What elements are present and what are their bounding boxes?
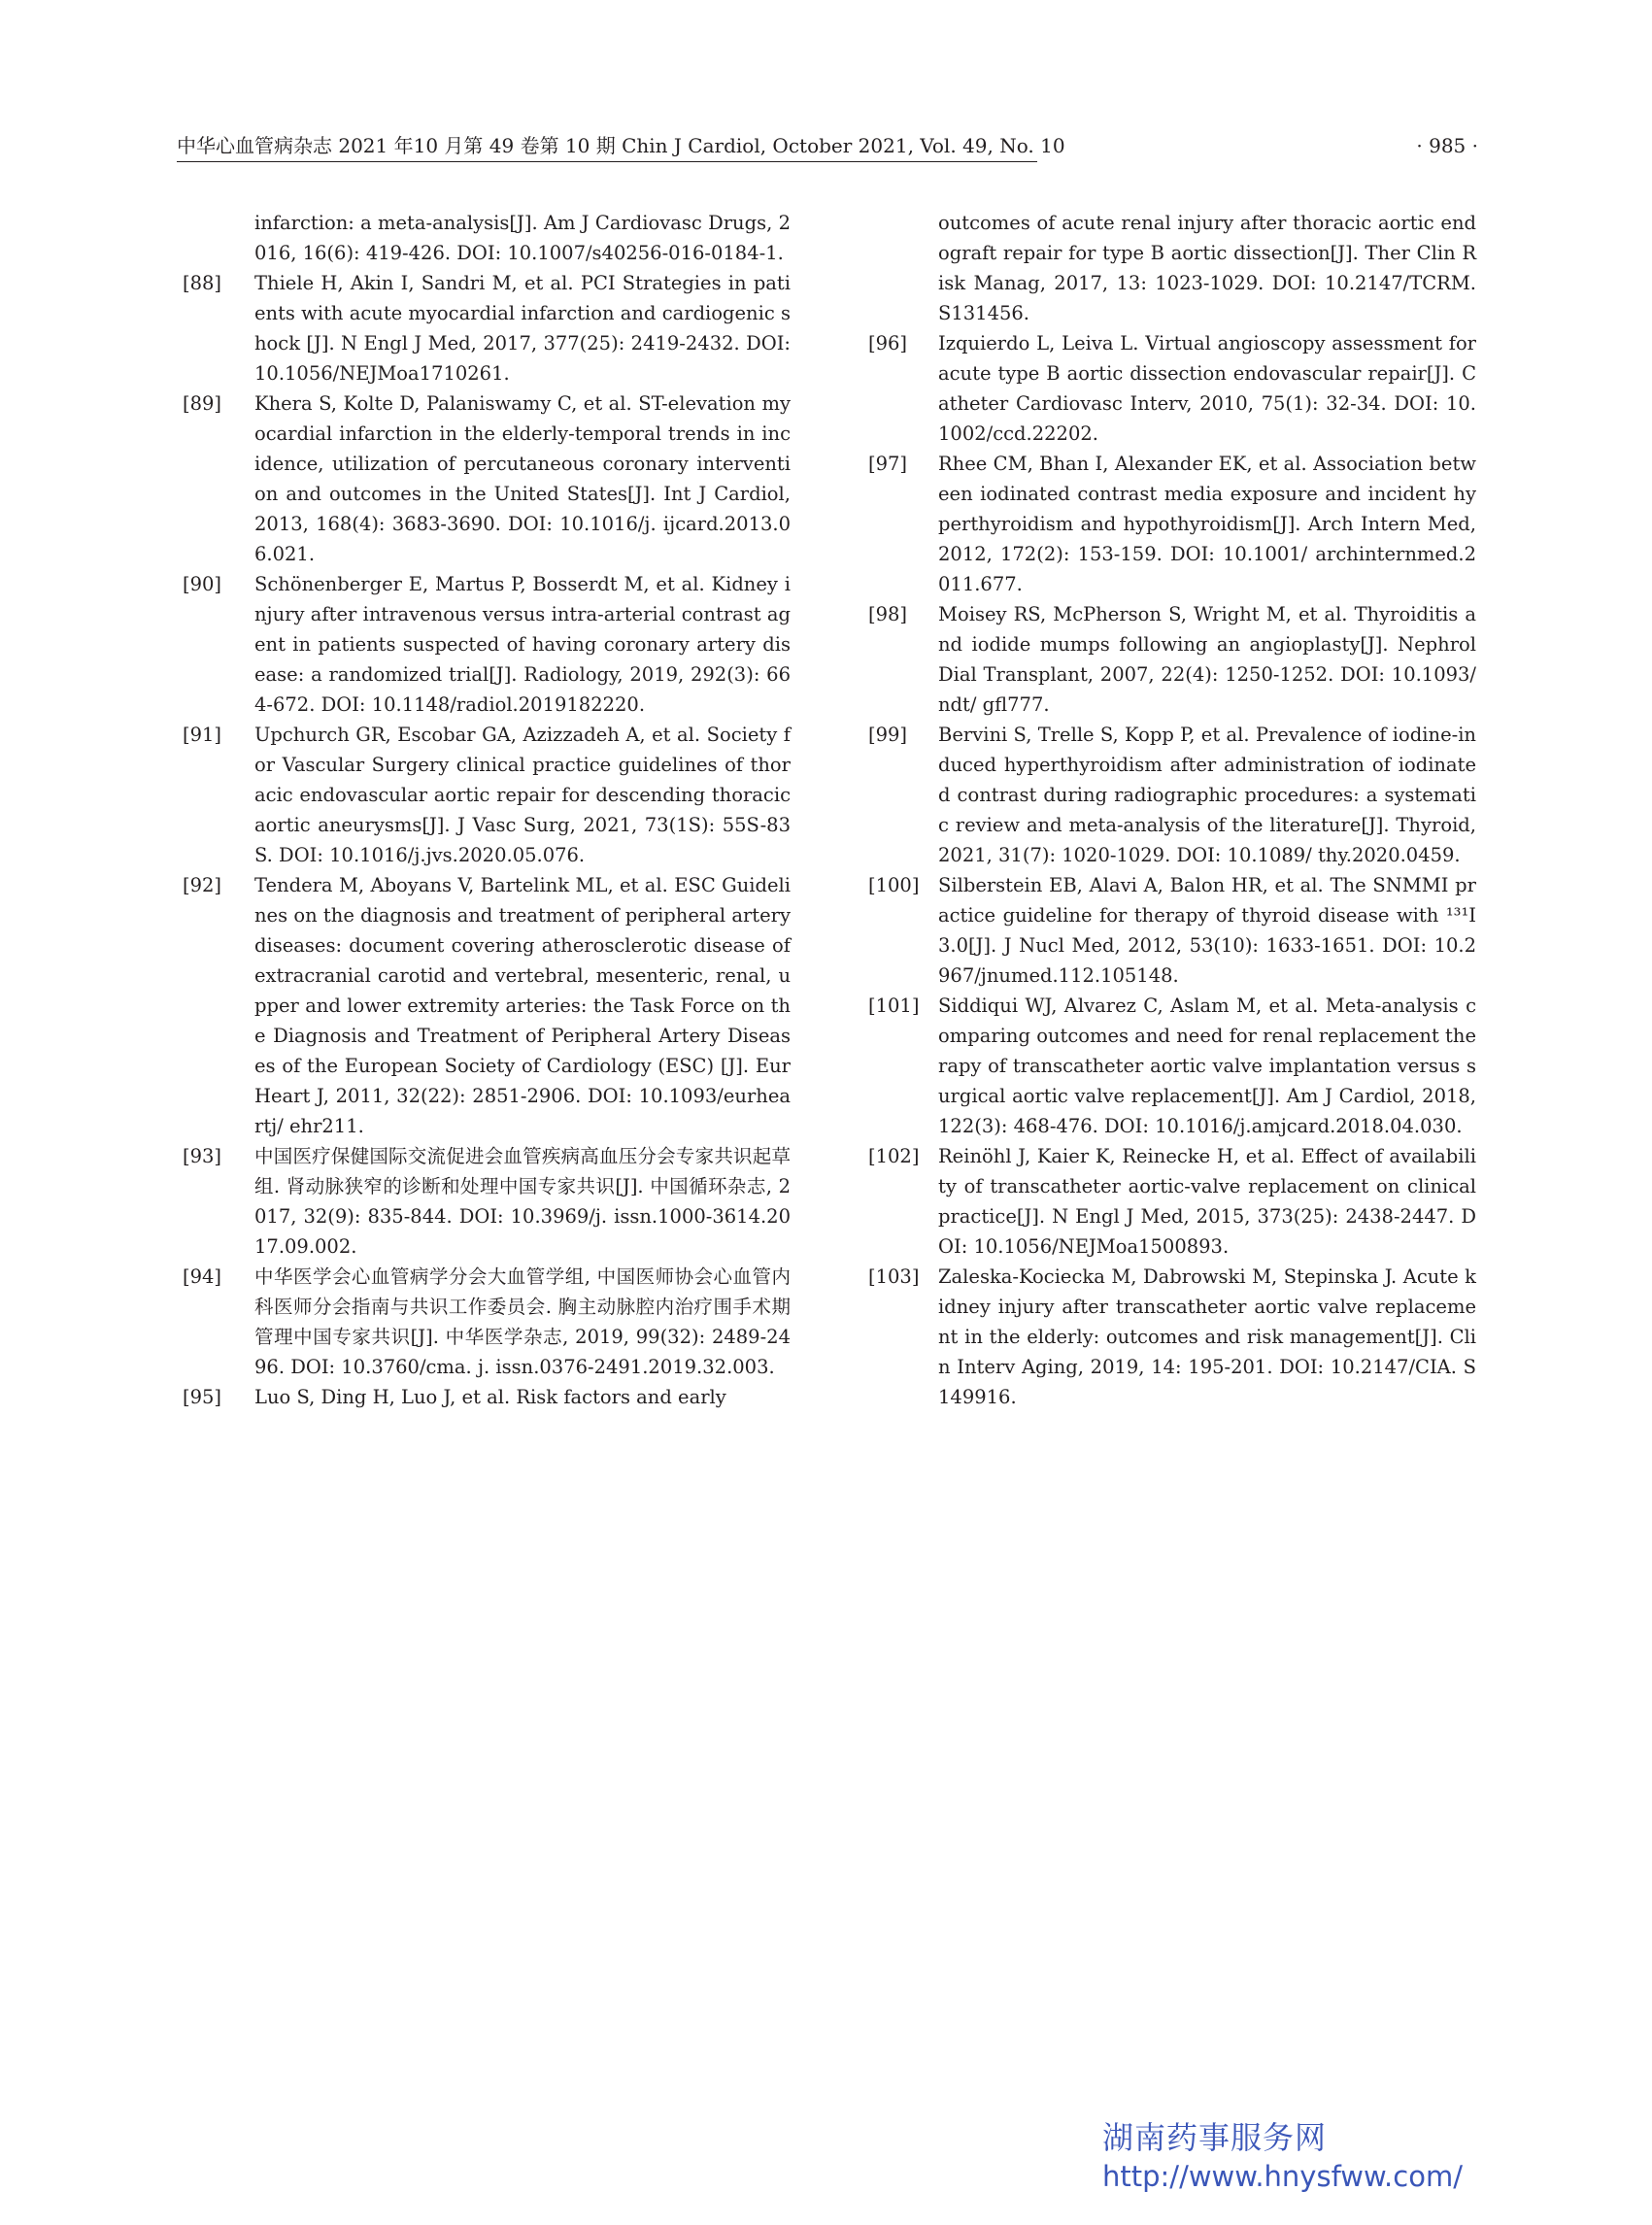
reference-item (177, 1141, 791, 1262)
header-rule (177, 161, 1037, 162)
reference-number: [97] (868, 453, 908, 475)
reference-item (860, 870, 1476, 991)
reference-number: [93] (183, 1145, 222, 1167)
reference-column-right (860, 208, 1476, 1412)
journal-citation-line: 中华心血管病杂志 2021 年10 月第 49 卷第 10 期 Chin J Cardiol, October 2021, Vol. 49, No. 10 (177, 134, 1065, 157)
reference-text: Moisey RS, McPherson S, Wright M, et al. Thyroiditis and iodide mumps following an angioplasty[J]. Nephrol Dial Transplant, 2007, 22(4): 1250-1252. DOI: 10.1093/ndt/ gfl777. (938, 603, 1476, 716)
reference-number: [94] (183, 1265, 222, 1288)
reference-item (860, 599, 1476, 720)
reference-number: [88] (183, 272, 222, 294)
reference-number: [92] (183, 874, 222, 896)
reference-item (177, 208, 791, 268)
reference-text: 中华医学会心血管病学分会大血管学组, 中国医师协会心血管内科医师分会指南与共识工作委员会. 胸主动脉腔内治疗围手术期管理中国专家共识[J]. 中华医学杂志, 2019, 99(32): 2489-2496. DOI: 10.3760/cma. j. issn.0376-2491.2019.32.003. (254, 1265, 791, 1378)
reference-text: Tendera M, Aboyans V, Bartelink ML, et al. ESC Guidelines on the diagnosis and treatment of peripheral artery diseases: document covering atherosclerotic disease of extracranial carotid and vertebral, mesenteric, renal, upper and lower extremity arteries: the Task Force on the Diagnosis and Treatment of Peripheral Artery Diseases of the European Society of Cardiology (ESC) [J]. Eur Heart J, 2011, 32(22): 2851-2906. DOI: 10.1093/eurheartj/ ehr211. (254, 874, 791, 1137)
reference-text: Rhee CM, Bhan I, Alexander EK, et al. Association between iodinated contrast media exposure and incident hyperthyroidism and hypothyroidism[J]. Arch Intern Med, 2012, 172(2): 153-159. DOI: 10.1001/ archinternmed.2011.677. (938, 453, 1476, 595)
reference-text: Schönenberger E, Martus P, Bosserdt M, et al. Kidney injury after intravenous versus intra-arterial contrast agent in patients suspected of having coronary artery disease: a randomized trial[J]. Radiology, 2019, 292(3): 664-672. DOI: 10.1148/radiol.2019182220. (254, 573, 791, 716)
reference-item (177, 268, 791, 388)
watermark-site-name: 湖南药事服务网 (1102, 2119, 1328, 2156)
reference-item (860, 1262, 1476, 1412)
reference-item (860, 328, 1476, 449)
reference-number: [91] (183, 724, 222, 746)
site-watermark (1102, 2117, 1471, 2195)
reference-number: [89] (183, 392, 222, 415)
reference-number: [96] (868, 332, 908, 354)
reference-text: Silberstein EB, Alavi A, Balon HR, et al. The SNMMI practice guideline for therapy of thyroid disease with ¹³¹I 3.0[J]. J Nucl Med, 2012, 53(10): 1633-1651. DOI: 10.2967/jnumed.112.105148. (938, 874, 1476, 987)
reference-text: Upchurch GR, Escobar GA, Azizzadeh A, et al. Society for Vascular Surgery clinical practice guidelines of thoracic endovascular aortic repair for descending thoracic aortic aneurysms[J]. J Vasc Surg, 2021, 73(1S): 55S-83S. DOI: 10.1016/j.jvs.2020.05.076. (254, 724, 791, 866)
reference-number: [100] (868, 874, 920, 896)
reference-item (177, 1262, 791, 1382)
reference-number: [98] (868, 603, 908, 625)
reference-text: infarction: a meta-analysis[J]. Am J Cardiovasc Drugs, 2016, 16(6): 419-426. DOI: 10.1007/s40256-016-0184-1. (254, 212, 791, 264)
reference-item (860, 449, 1476, 599)
reference-text: Izquierdo L, Leiva L. Virtual angioscopy assessment for acute type B aortic dissection endovascular repair[J]. Catheter Cardiovasc Interv, 2010, 75(1): 32-34. DOI: 10.1002/ccd.22202. (938, 332, 1476, 445)
reference-text: Zaleska-Kociecka M, Dabrowski M, Stepinska J. Acute kidney injury after transcatheter aortic valve replacement in the elderly: outcomes and risk management[J]. Clin Interv Aging, 2019, 14: 195-201. DOI: 10.2147/CIA. S149916. (938, 1265, 1476, 1408)
page-number: · 985 · (1416, 134, 1478, 157)
reference-number: [95] (183, 1386, 222, 1408)
reference-number: [102] (868, 1145, 920, 1167)
reference-text: Khera S, Kolte D, Palaniswamy C, et al. ST-elevation myocardial infarction in the elderly-temporal trends in incidence, utilization of percutaneous coronary intervention and outcomes in the United States[J]. Int J Cardiol, 2013, 168(4): 3683-3690. DOI: 10.1016/j. ijcard.2013.06.021. (254, 392, 791, 565)
reference-item (860, 208, 1476, 328)
reference-item (860, 991, 1476, 1141)
reference-text: 中国医疗保健国际交流促进会血管疾病高血压分会专家共识起草组. 肾动脉狭窄的诊断和处理中国专家共识[J]. 中国循环杂志, 2017, 32(9): 835-844. DOI: 10.3969/j. issn.1000-3614.2017.09.002. (254, 1145, 791, 1258)
reference-number: [99] (868, 724, 908, 746)
reference-text: outcomes of acute renal injury after thoracic aortic endograft repair for type B aortic dissection[J]. Ther Clin Risk Manag, 2017, 13: 1023-1029. DOI: 10.2147/TCRM. S131456. (938, 212, 1476, 324)
reference-column-left (177, 208, 791, 1412)
reference-item (860, 720, 1476, 870)
reference-text: Siddiqui WJ, Alvarez C, Aslam M, et al. Meta-analysis comparing outcomes and need for renal replacement therapy of transcatheter aortic valve implantation versus surgical aortic valve replacement[J]. Am J Cardiol, 2018, 122(3): 468-476. DOI: 10.1016/j.amjcard.2018.04.030. (938, 995, 1476, 1137)
reference-text: Reinöhl J, Kaier K, Reinecke H, et al. Effect of availability of transcatheter aortic-valve replacement on clinical practice[J]. N Engl J Med, 2015, 373(25): 2438-2447. DOI: 10.1056/NEJMoa1500893. (938, 1145, 1476, 1258)
reference-item (177, 870, 791, 1141)
watermark-url[interactable]: http://www.hnysfww.com/ (1102, 2160, 1463, 2193)
reference-item (860, 1141, 1476, 1262)
reference-text: Luo S, Ding H, Luo J, et al. Risk factors and early (254, 1386, 726, 1408)
reference-number: [101] (868, 995, 920, 1017)
reference-item (177, 388, 791, 569)
reference-number: [103] (868, 1265, 920, 1288)
reference-item (177, 1382, 791, 1412)
reference-item (177, 720, 791, 870)
reference-number: [90] (183, 573, 222, 595)
reference-text: Bervini S, Trelle S, Kopp P, et al. Prevalence of iodine-induced hyperthyroidism after administration of iodinated contrast during radiographic procedures: a systematic review and meta-analysis of the literature[J]. Thyroid, 2021, 31(7): 1020-1029. DOI: 10.1089/ thy.2020.0459. (938, 724, 1476, 866)
reference-item (177, 569, 791, 720)
reference-text: Thiele H, Akin I, Sandri M, et al. PCI Strategies in patients with acute myocardial infarction and cardiogenic shock [J]. N Engl J Med, 2017, 377(25): 2419-2432. DOI: 10.1056/NEJMoa1710261. (254, 272, 791, 385)
